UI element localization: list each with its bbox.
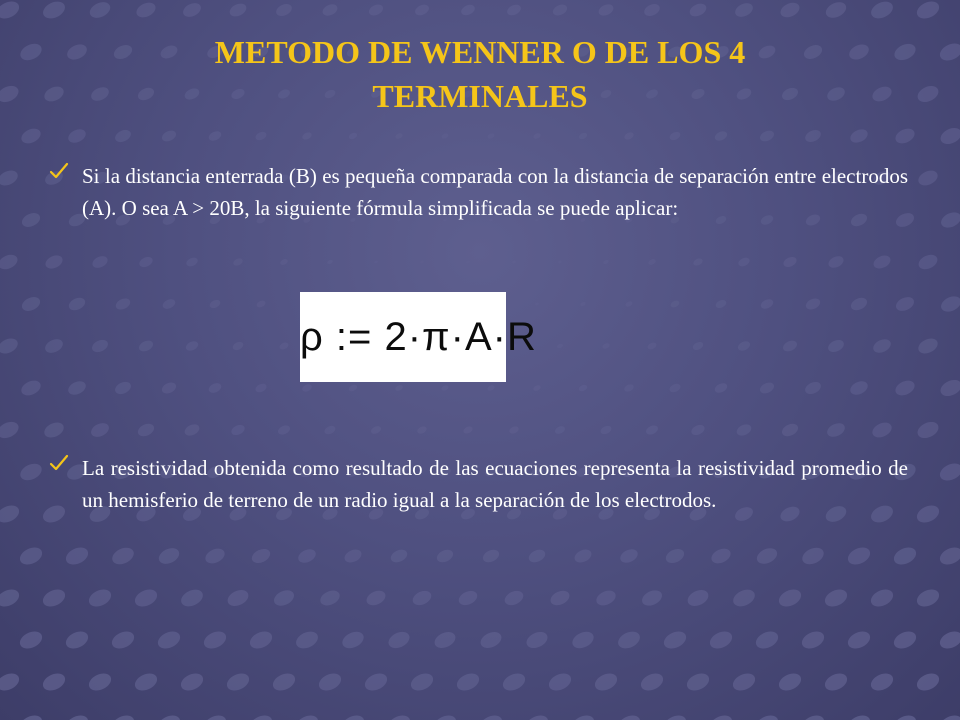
title-line-1: METODO DE WENNER O DE LOS 4	[214, 34, 746, 70]
bullet-text: Si la distancia enterrada (B) es pequeña comparada con la distancia de separación entre electrodos (A). O sea A > 20B, la siguiente fórmula simplificada se puede aplicar:	[82, 164, 908, 220]
formula-image	[300, 292, 537, 382]
formula-text: ρ := 2·π·A·R	[300, 315, 537, 359]
bullet-item	[48, 452, 908, 516]
checkmark-icon	[48, 452, 70, 474]
title-line-2: TERMINALES	[372, 78, 588, 114]
checkmark-icon	[48, 160, 70, 182]
bullet-text: La resistividad obtenida como resultado de las ecuaciones representa la resistividad promedio de un hemisferio de terreno de un radio igual a la separación de los electrodos.	[82, 456, 908, 512]
slide-title	[100, 30, 860, 118]
bullet-item	[48, 160, 908, 224]
